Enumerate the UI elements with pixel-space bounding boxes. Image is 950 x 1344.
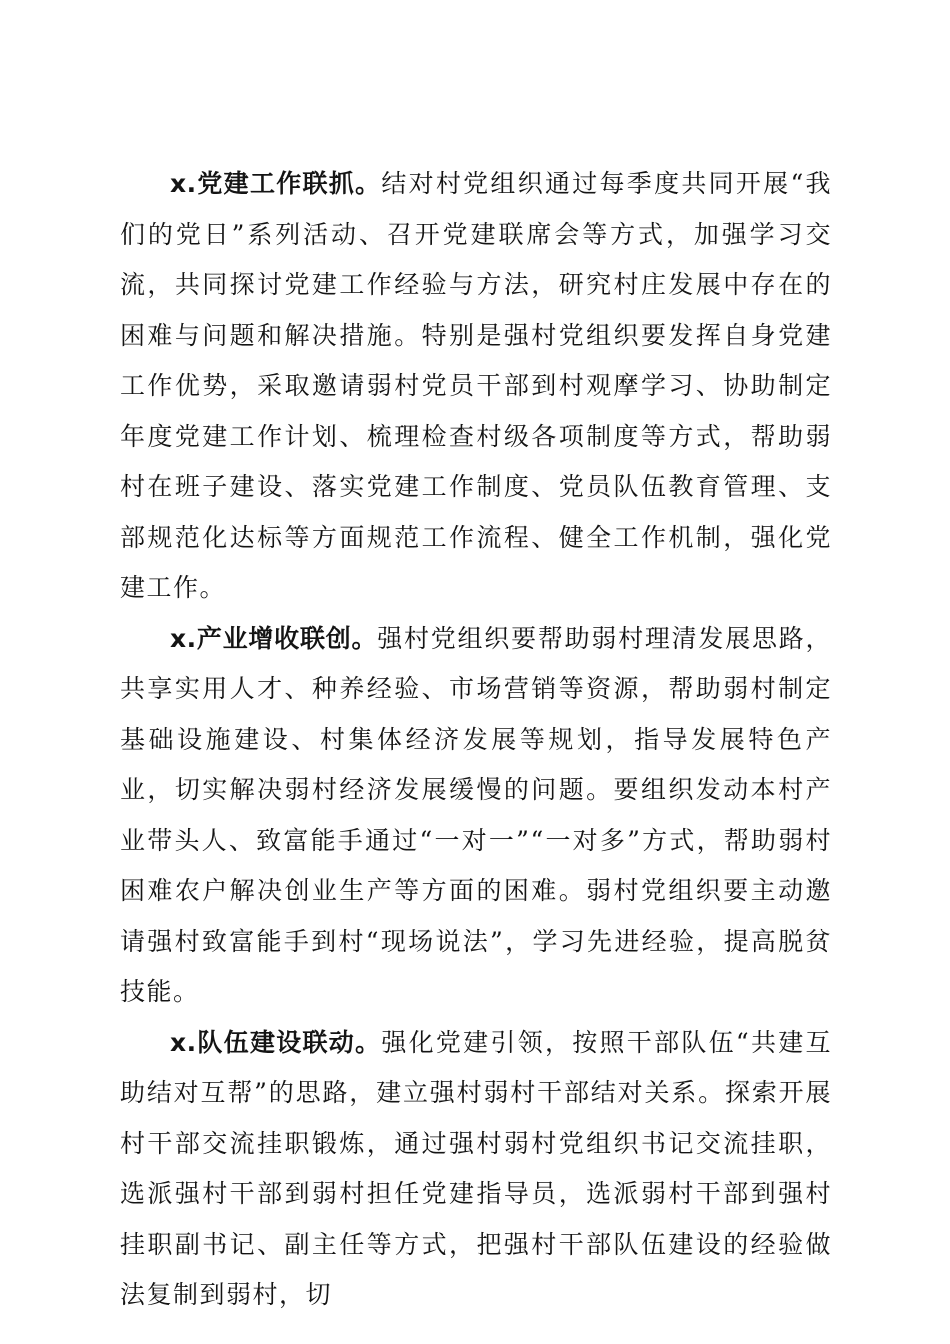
paragraph-team-building xyxy=(120,1018,832,1321)
document-body xyxy=(120,159,832,1321)
paragraph-text: 强村党组织要帮助弱村理清发展思路，共享实用人才、种养经验、市场营销等资源，帮助弱村制定基础设施建设、村集体经济发展等规划，指导发展特色产业，切实解决弱村经济发展缓慢的问题。要组织发动本村产业带头人、致富能手通过“一对一”“一对多”方式，帮助弱村困难农户解决创业生产等方面的困难。弱村党组织要主动邀请强村致富能手到村“现场说法”，学习先进经验，提高脱贫技能。 xyxy=(120,623,832,1006)
paragraph-text: 结对村党组织通过每季度共同开展“我们的党日”系列活动、召开党建联席会等方式，加强学习交流，共同探讨党建工作经验与方法，研究村庄发展中存在的困难与问题和解决措施。特别是强村党组织要发挥自身党建工作优势，采取邀请弱村党员干部到村观摩学习、协助制定年度党建工作计划、梳理检查村级各项制度等方式，帮助弱村在班子建设、落实党建工作制度、党员队伍教育管理、支部规范化达标等方面规范工作流程、健全工作机制，强化党建工作。 xyxy=(120,169,832,602)
paragraph-party-building xyxy=(120,159,832,614)
paragraph-text: 强化党建引领，按照干部队伍“共建互助结对互帮”的思路，建立强村弱村干部结对关系。探索开展村干部交流挂职锻炼，通过强村弱村党组织书记交流挂职，选派强村干部到弱村担任党建指导员，选派弱村干部到强村挂职副书记、副主任等方式，把强村干部队伍建设的经验做法复制到弱村，切 xyxy=(120,1027,832,1309)
paragraph-heading: x.党建工作联抓。 xyxy=(170,169,382,198)
paragraph-industry-income xyxy=(120,614,832,1018)
paragraph-heading: x.队伍建设联动。 xyxy=(170,1027,382,1057)
paragraph-heading: x.产业增收联创。 xyxy=(170,623,378,653)
